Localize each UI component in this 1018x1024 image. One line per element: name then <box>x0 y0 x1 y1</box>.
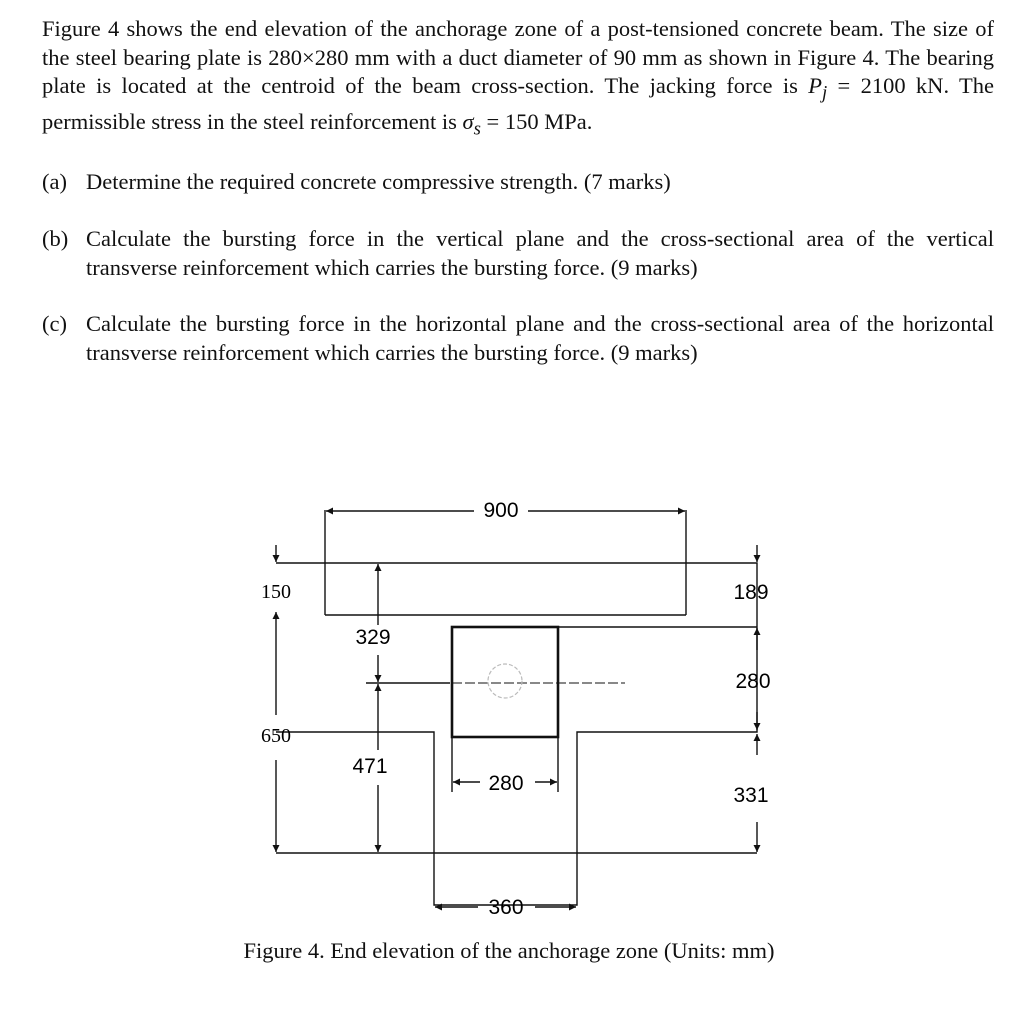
jacking-force-subscript: j <box>821 82 828 104</box>
dim-label-280-vertical: 280 <box>735 670 771 693</box>
question-c-label: (c) <box>42 311 67 336</box>
dim-label-650: 650 <box>261 725 291 747</box>
question-c-text: Calculate the bursting force in the horizontal plane and the cross-sectional area of the horizontal transverse reinforcement which carries the bursting force. (9 marks) <box>86 311 994 365</box>
dim-label-189: 189 <box>733 581 769 604</box>
intro-part3: . <box>586 109 593 134</box>
question-b-label: (b) <box>42 226 69 251</box>
question-a-label: (a) <box>42 169 67 194</box>
steel-stress-subscript: s <box>473 118 481 140</box>
intro-part1: Figure 4 shows the end elevation of the anchorage zone of a post-tensioned concrete beam. The size of the steel bearing plate is 280×280 mm with a duct diameter of 90 mm as shown in Figure 4. The bearing plate is located at the centroid of the beam cross-section. The jacking force is <box>42 16 994 98</box>
duct-circle <box>488 664 522 698</box>
dim-label-900: 900 <box>483 499 519 522</box>
dim-label-471: 471 <box>352 755 388 778</box>
dim-label-150: 150 <box>261 581 291 603</box>
jacking-force-symbol: P <box>808 73 822 98</box>
intro-part2: . The permissible stress in the steel reinforcement is <box>42 73 994 134</box>
bearing-plate <box>452 627 558 737</box>
question-b-text: Calculate the bursting force in the vertical plane and the cross-sectional area of the vertical transverse reinforcement which carries the bursting force. (9 marks) <box>86 226 994 280</box>
dim-label-331: 331 <box>733 784 769 807</box>
steel-stress-value: = 150 MPa <box>480 109 587 134</box>
figure-caption: Figure 4. End elevation of the anchorage zone (Units: mm) <box>243 938 775 963</box>
question-a-text: Determine the required concrete compressive strength. (7 marks) <box>86 169 671 194</box>
dim-label-360: 360 <box>488 896 524 919</box>
dim-label-280-horizontal: 280 <box>488 772 524 795</box>
dim-label-329: 329 <box>355 626 391 649</box>
jacking-force-value: = 2100 kN <box>827 73 944 98</box>
steel-stress-symbol: σ <box>462 109 474 134</box>
